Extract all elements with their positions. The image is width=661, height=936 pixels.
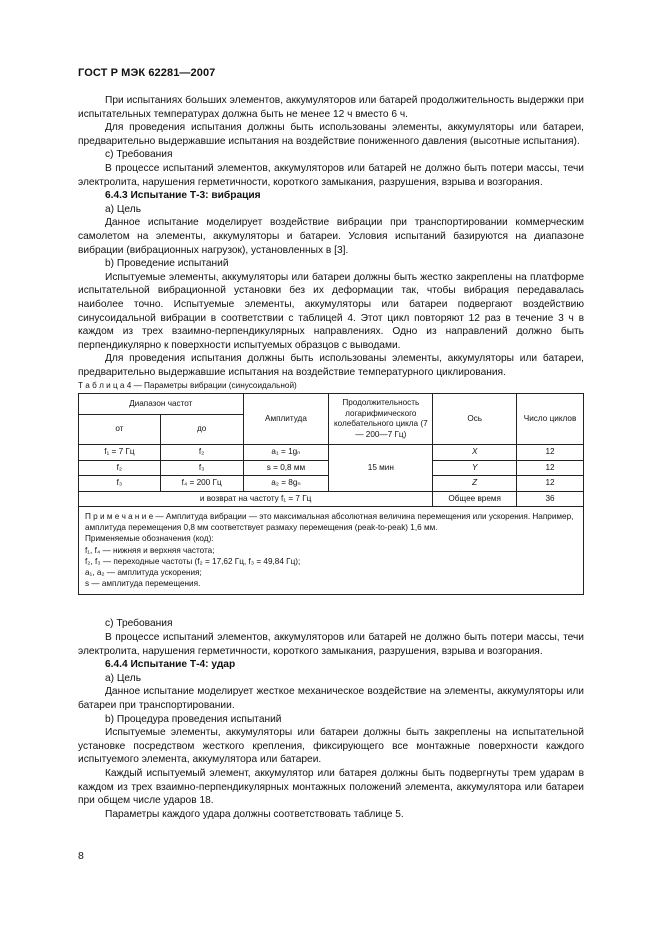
paragraph: с) Требования [105, 618, 173, 630]
paragraph: b) Процедура проведения испытаний [105, 713, 282, 725]
section-heading: 6.4.3 Испытание Т-3: вибрация [105, 190, 261, 202]
paragraph: В процессе испытаний элементов, аккумуляторов или батарей не должно быть потери массы, течи электролита, нарушения герметичности, короткого замыкания, разрушения, взрыва и возгорания. [78, 162, 584, 188]
document-body [78, 94, 584, 821]
table-header-row-1 [79, 394, 584, 415]
section-heading: 6.4.4 Испытание Т-4: удар [105, 659, 236, 671]
paragraph: Для проведения испытания должны быть использованы элементы, аккумуляторы или батареи, предварительно выдержавшие испытания на воздействие пониженного давления (высотные испытания). [78, 122, 584, 147]
paragraph: b) Проведение испытаний [105, 258, 229, 270]
top-paragraphs [78, 94, 584, 379]
paragraph: Для проведения испытания должны быть использованы элементы, аккумуляторы или батареи, предварительно выдержавшие испытания на воздействие температурного циклирования. [78, 353, 584, 378]
cell-return-text: и возврат на частоту f₁ = 7 Гц [79, 491, 433, 507]
page-number: 8 [78, 850, 84, 862]
header-from: от [79, 415, 161, 445]
paragraph: Параметры каждого удара должны соответствовать таблице 5. [105, 808, 404, 820]
table-row [79, 445, 584, 461]
note-legend-item: f₂, f₃ — переходные частоты (f₂ = 17,62 Гц, f₃ = 49,84 Гц); [85, 556, 301, 566]
note-legend-item: a₁, a₂ — амплитуда ускорения; [85, 568, 202, 578]
cell-axis: Z [433, 476, 517, 492]
cell-to: f₃ [160, 460, 243, 476]
cell-amplitude: a₂ = 8gₙ [243, 476, 329, 492]
note-text: П р и м е ч а н и е — Амплитуда вибрации — это максимальная абсолютная величина перемещения или ускорения. Например, амплитуда перемещения 0,8 мм соответствует размаху перемещения (peak-to-peak) 1,6 мм. [85, 512, 574, 533]
header-frequency-range: Диапазон частот [79, 394, 244, 415]
cell-cycles: 12 [517, 445, 584, 461]
cell-axis: X [433, 445, 517, 461]
paragraph: В процессе испытаний элементов, аккумуляторов или батарей не должно быть потери массы, течи электролита, нарушения герметичности, короткого замыкания, разрушения, взрыва и возгорания. [78, 632, 584, 657]
vibration-table [78, 393, 584, 595]
cell-to: f₄ = 200 Гц [160, 476, 243, 492]
paragraph: с) Требования [105, 149, 173, 161]
table-caption: Т а б л и ц а 4 — Параметры вибрации (синусоидальной) [78, 381, 297, 391]
document-header: ГОСТ Р МЭК 62281—2007 [78, 67, 216, 79]
header-cycles: Число циклов [517, 394, 584, 445]
cell-axis: Y [433, 460, 517, 476]
cell-amplitude: s = 0,8 мм [243, 460, 329, 476]
note-legend-item: s — амплитуда перемещения. [85, 579, 201, 589]
paragraph: Испытуемые элементы, аккумуляторы или батареи должны быть жестко закреплены на платформе испытательной вибрационной установки без их деформации так, чтобы вибрация передавалась наиболее точно. Испытуемые элементы, аккумуляторы или батареи подвергают воздействию синусоидальной вибрации в соответствии с таблицей 4. Этот цикл повторяют 12 раз в течение 3 ч в каждом из трех взаимно-перпендикулярных направлениях. Одно из направлений должно быть перпендикулярно к поверхности испытуемых образцов с выводами. [78, 271, 584, 351]
header-duration: Продолжительность логарифмического колебательного цикла (7 — 200—7 Гц) [329, 394, 433, 445]
cell-cycles: 12 [517, 460, 584, 476]
cell-from: f₁ = 7 Гц [79, 445, 161, 461]
paragraph: При испытаниях больших элементов, аккумуляторов или батарей продолжительность выдержки при испытательных температурах должна быть не менее 12 ч вместо 6 ч. [78, 95, 584, 120]
paragraph: а) Цель [105, 672, 142, 684]
table-note-row [79, 507, 584, 595]
cell-from: f₂ [79, 460, 161, 476]
table-row-return [79, 491, 584, 507]
paragraph: Каждый испытуемый элемент, аккумулятор или батарея должны быть подвергнуты трем ударам в каждом из трех взаимно-перпендикулярных монтажных положений элемента, аккумулятора или батареи при общем числе ударов 18. [78, 768, 584, 807]
note-legend-title: Применяемые обозначения (код): [85, 534, 214, 544]
header-amplitude: Амплитуда [243, 394, 329, 445]
bottom-paragraphs [78, 617, 584, 821]
cell-total-label: Общее время [433, 491, 517, 507]
cell-total-cycles: 36 [517, 491, 584, 507]
cell-amplitude: a₁ = 1gₙ [243, 445, 329, 461]
note-legend-item: f₁, f₄ — нижняя и верхняя частота; [85, 545, 215, 555]
header-to: до [160, 415, 243, 445]
cell-duration: 15 мин [329, 445, 433, 492]
paragraph: Испытуемые элементы, аккумуляторы или батареи должны быть закреплены на испытательной установке посредством жесткого крепления, фиксирующего все монтажные поверхности каждого испытуемого элемента, аккумулятора или батареи. [78, 727, 584, 766]
cell-cycles: 12 [517, 476, 584, 492]
paragraph: а) Цель [105, 203, 142, 215]
cell-from: f₃ [79, 476, 161, 492]
paragraph: Данное испытание моделирует жесткое механическое воздействие на элементы, аккумуляторы или батареи при транспортировании. [78, 686, 584, 712]
paragraph: Данное испытание моделирует воздействие вибрации при транспортировании коммерческим самолетом на элементы, аккумуляторы и батареи. Условия испытаний базируются на диапазоне вибрации (вибрационных нагрузок), установленных в [3]. [78, 217, 584, 256]
table-note [79, 507, 584, 595]
cell-to: f₂ [160, 445, 243, 461]
header-axis: Ось [433, 394, 517, 445]
